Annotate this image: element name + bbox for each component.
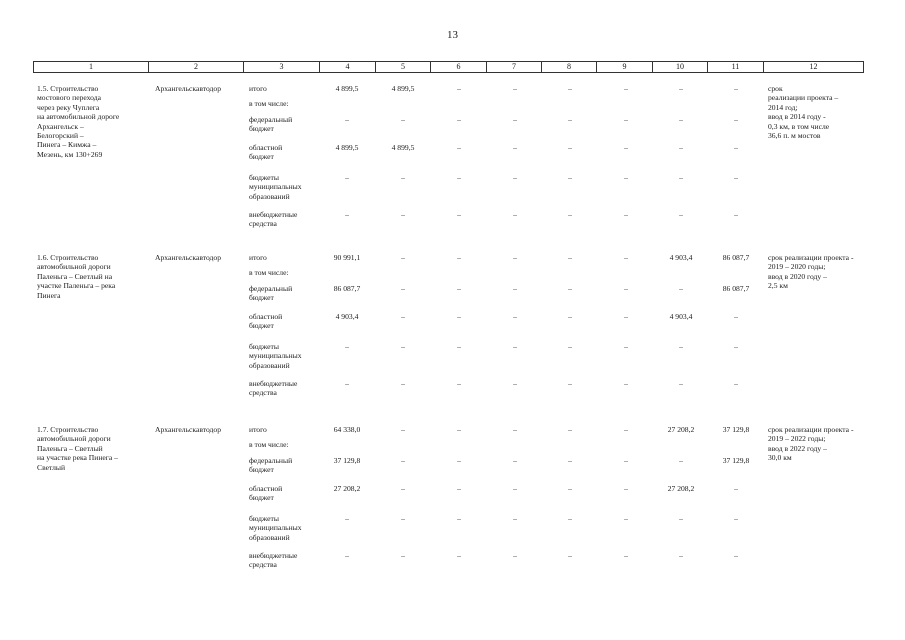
funding-value: –: [624, 253, 628, 262]
funding-value: –: [679, 379, 683, 388]
funding-value: –: [401, 484, 405, 493]
funding-value: –: [568, 342, 572, 351]
funding-source-label: бюджеты муниципальных образований: [249, 514, 302, 542]
funding-value: –: [513, 514, 517, 523]
funding-value: 86 087,7: [333, 284, 361, 293]
funding-value: –: [679, 514, 683, 523]
project-executor: Архангельскавтодор: [155, 253, 222, 262]
funding-value: –: [513, 143, 517, 152]
funding-value: 4 903,4: [335, 312, 359, 321]
funding-value: –: [568, 115, 572, 124]
funding-value: –: [568, 425, 572, 434]
funding-value: –: [401, 312, 405, 321]
funding-value: –: [513, 456, 517, 465]
column-number-3: 3: [244, 62, 320, 73]
funding-value: –: [457, 514, 461, 523]
funding-value: –: [457, 484, 461, 493]
funding-source-label: внебюджетные средства: [249, 551, 298, 570]
funding-value: –: [624, 115, 628, 124]
column-number-11: 11: [708, 62, 764, 73]
funding-value: –: [457, 115, 461, 124]
funding-value: –: [345, 115, 349, 124]
funding-source-label: бюджеты муниципальных образований: [249, 173, 302, 201]
funding-value: –: [457, 253, 461, 262]
funding-value: 4 899,5: [391, 143, 415, 152]
funding-value: –: [568, 253, 572, 262]
funding-value: –: [568, 284, 572, 293]
funding-value: –: [513, 284, 517, 293]
funding-value: –: [568, 143, 572, 152]
funding-source-label: итого: [249, 84, 267, 93]
funding-value: –: [568, 84, 572, 93]
funding-value: –: [401, 115, 405, 124]
funding-value: –: [734, 514, 738, 523]
funding-value: –: [679, 115, 683, 124]
funding-value: –: [624, 84, 628, 93]
column-number-1: 1: [34, 62, 149, 73]
funding-value: –: [457, 551, 461, 560]
funding-value: 27 208,2: [667, 484, 695, 493]
funding-source-label: в том числе:: [249, 268, 289, 277]
funding-value: –: [457, 425, 461, 434]
project-note: срок реализации проекта - 2019 – 2020 годы; ввод в 2020 году – 2,5 км: [768, 253, 854, 291]
funding-value: –: [679, 173, 683, 182]
funding-value: –: [624, 312, 628, 321]
funding-value: –: [568, 551, 572, 560]
column-number-header: [33, 61, 864, 73]
funding-source-label: внебюджетные средства: [249, 379, 298, 398]
funding-value: –: [513, 115, 517, 124]
funding-value: –: [401, 210, 405, 219]
project-name: 1.7. Строительство автомобильной дороги Паленьга – Светлый на участке река Пинега – Светлый: [37, 425, 118, 472]
funding-value: –: [513, 342, 517, 351]
funding-value: –: [401, 342, 405, 351]
funding-value: –: [457, 379, 461, 388]
project-executor: Архангельскавтодор: [155, 84, 222, 93]
funding-value: 4 899,5: [335, 84, 359, 93]
funding-value: –: [457, 312, 461, 321]
funding-value: –: [401, 514, 405, 523]
funding-value: –: [513, 84, 517, 93]
funding-value: –: [401, 425, 405, 434]
funding-value: –: [513, 379, 517, 388]
funding-value: –: [624, 284, 628, 293]
funding-source-label: федеральный бюджет: [249, 456, 293, 475]
funding-value: 4 903,4: [669, 312, 693, 321]
funding-source-label: федеральный бюджет: [249, 115, 293, 134]
funding-value: –: [401, 253, 405, 262]
funding-source-label: федеральный бюджет: [249, 284, 293, 303]
funding-value: –: [734, 143, 738, 152]
funding-value: –: [624, 456, 628, 465]
funding-value: –: [734, 484, 738, 493]
funding-value: –: [568, 173, 572, 182]
funding-value: 4 899,5: [391, 84, 415, 93]
funding-source-label: областной бюджет: [249, 484, 283, 503]
funding-source-label: итого: [249, 253, 267, 262]
funding-source-label: областной бюджет: [249, 143, 283, 162]
funding-value: 86 087,7: [722, 284, 750, 293]
column-number-6: 6: [431, 62, 487, 73]
funding-value: –: [513, 173, 517, 182]
funding-value: –: [734, 115, 738, 124]
funding-source-label: внебюджетные средства: [249, 210, 298, 229]
funding-value: –: [457, 456, 461, 465]
funding-value: –: [734, 342, 738, 351]
column-number-5: 5: [376, 62, 431, 73]
funding-value: –: [568, 514, 572, 523]
funding-value: –: [624, 342, 628, 351]
funding-value: –: [513, 551, 517, 560]
funding-value: –: [401, 173, 405, 182]
funding-value: –: [679, 210, 683, 219]
funding-value: –: [734, 551, 738, 560]
funding-value: 90 991,1: [333, 253, 361, 262]
funding-value: –: [513, 253, 517, 262]
funding-value: 4 899,5: [335, 143, 359, 152]
funding-value: –: [401, 284, 405, 293]
funding-value: –: [568, 484, 572, 493]
funding-value: –: [679, 284, 683, 293]
funding-source-label: бюджеты муниципальных образований: [249, 342, 302, 370]
funding-value: –: [679, 84, 683, 93]
funding-value: –: [513, 425, 517, 434]
column-number-4: 4: [320, 62, 376, 73]
funding-value: –: [624, 210, 628, 219]
funding-value: –: [624, 143, 628, 152]
funding-value: 27 208,2: [333, 484, 361, 493]
funding-value: 86 087,7: [722, 253, 750, 262]
funding-value: –: [345, 173, 349, 182]
funding-value: –: [624, 425, 628, 434]
funding-value: –: [513, 484, 517, 493]
funding-value: 64 338,0: [333, 425, 361, 434]
funding-value: –: [345, 514, 349, 523]
funding-value: –: [401, 456, 405, 465]
column-number-9: 9: [597, 62, 653, 73]
funding-value: –: [624, 379, 628, 388]
funding-value: –: [734, 312, 738, 321]
funding-value: –: [679, 342, 683, 351]
funding-value: –: [401, 551, 405, 560]
funding-value: 37 129,8: [722, 425, 750, 434]
funding-value: –: [513, 312, 517, 321]
funding-value: –: [568, 379, 572, 388]
funding-value: –: [624, 551, 628, 560]
project-note: срок реализации проекта – 2014 год; ввод в 2014 году - 0,3 км, в том числе 36,6 п. м мостов: [768, 84, 839, 141]
project-note: срок реализации проекта - 2019 – 2022 годы; ввод в 2022 году – 30,0 км: [768, 425, 854, 463]
project-executor: Архангельскавтодор: [155, 425, 222, 434]
funding-value: –: [624, 514, 628, 523]
funding-value: –: [624, 173, 628, 182]
funding-value: –: [345, 379, 349, 388]
funding-value: 4 903,4: [669, 253, 693, 262]
funding-value: –: [457, 84, 461, 93]
funding-value: 27 208,2: [667, 425, 695, 434]
funding-source-label: в том числе:: [249, 99, 289, 108]
project-name: 1.5. Строительство мостового перехода через реку Чуплега на автомобильной дороге Архангельск – Белогорский – Пинега – Кимжа – Мезень, км 130+269: [37, 84, 120, 159]
funding-value: –: [734, 173, 738, 182]
funding-value: –: [345, 342, 349, 351]
funding-value: –: [513, 210, 517, 219]
funding-value: –: [734, 84, 738, 93]
column-number-12: 12: [764, 62, 864, 73]
funding-value: –: [457, 284, 461, 293]
funding-value: –: [734, 210, 738, 219]
funding-value: –: [568, 456, 572, 465]
column-number-7: 7: [487, 62, 542, 73]
funding-value: –: [457, 143, 461, 152]
funding-value: –: [345, 551, 349, 560]
funding-value: –: [568, 312, 572, 321]
column-number-2: 2: [149, 62, 244, 73]
funding-value: 37 129,8: [722, 456, 750, 465]
funding-value: –: [401, 379, 405, 388]
funding-value: –: [734, 379, 738, 388]
funding-value: –: [457, 342, 461, 351]
funding-value: –: [568, 210, 572, 219]
funding-value: –: [457, 210, 461, 219]
page-number: 13: [447, 29, 458, 41]
funding-source-label: итого: [249, 425, 267, 434]
funding-value: 37 129,8: [333, 456, 361, 465]
funding-value: –: [345, 210, 349, 219]
funding-value: –: [457, 173, 461, 182]
project-name: 1.6. Строительство автомобильной дороги Паленьга – Светлый на участке Паленьга – река Пинега: [37, 253, 116, 300]
column-number-8: 8: [542, 62, 597, 73]
funding-value: –: [679, 551, 683, 560]
funding-value: –: [624, 484, 628, 493]
funding-source-label: областной бюджет: [249, 312, 283, 331]
funding-source-label: в том числе:: [249, 440, 289, 449]
funding-value: –: [679, 456, 683, 465]
column-number-10: 10: [653, 62, 708, 73]
funding-value: –: [679, 143, 683, 152]
